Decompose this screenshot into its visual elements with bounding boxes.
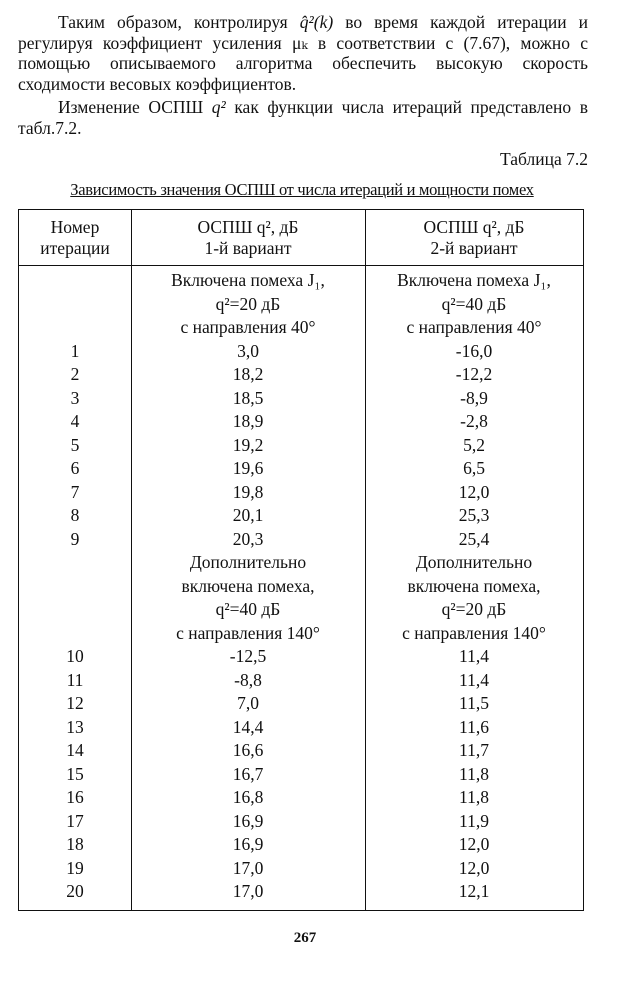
table-cell: 9 bbox=[70, 528, 80, 549]
table-cell: q²=20 дБ bbox=[441, 599, 507, 619]
table-cell: 11,5 bbox=[459, 693, 489, 713]
table-cell: -12,2 bbox=[455, 364, 493, 384]
table-cell: 12,0 bbox=[458, 834, 490, 854]
table-cell: с направления 40° bbox=[180, 317, 316, 337]
table-cell: 5,2 bbox=[463, 434, 485, 455]
table-cell: 11,4 bbox=[459, 669, 489, 690]
table-cell: Включена помеха J₁, bbox=[171, 270, 325, 290]
paragraph-2-after: как функции числа итераций представлено в табл.7.2. bbox=[18, 97, 588, 138]
table-cell bbox=[19, 269, 131, 293]
table-cell: 11,6 bbox=[459, 716, 489, 737]
results-table bbox=[18, 209, 584, 911]
table-cell: 19,6 bbox=[232, 458, 264, 478]
table-cell: 4 bbox=[70, 411, 80, 431]
table-cell: q²=40 дБ bbox=[441, 293, 507, 314]
paragraph-2-math: q² bbox=[211, 97, 226, 117]
table-cell: 15 bbox=[66, 763, 84, 784]
header-divider bbox=[19, 265, 583, 266]
table-cell: включена помеха, bbox=[181, 575, 315, 596]
table-cell: 1 bbox=[70, 340, 80, 361]
table-cell: 11,8 bbox=[459, 787, 489, 807]
paragraph-1 bbox=[18, 12, 588, 94]
table-cell: 5 bbox=[70, 434, 80, 455]
table-cell: 16,9 bbox=[232, 810, 264, 831]
table-cell: 20,1 bbox=[232, 505, 264, 525]
table-cell: 18,2 bbox=[232, 364, 264, 384]
table-cell: с направления 40° bbox=[406, 317, 542, 337]
table-cell: Дополнительно bbox=[189, 552, 307, 572]
table-cell: 11,9 bbox=[459, 810, 489, 831]
table-label: Таблица 7.2 bbox=[500, 149, 588, 169]
table-cell: с направления 140° bbox=[176, 622, 320, 643]
table-cell: 17,0 bbox=[232, 857, 264, 878]
paragraph-1-before: Таким образом, контролируя bbox=[58, 12, 300, 32]
page-number: 267 bbox=[293, 930, 317, 946]
table-cell: -16,0 bbox=[455, 340, 493, 361]
table-cell: 13 bbox=[66, 716, 84, 737]
table-cell: -8,8 bbox=[234, 669, 262, 690]
table-cell: 7 bbox=[70, 481, 80, 502]
header-variant-2 bbox=[365, 217, 583, 259]
table-cell: 16 bbox=[66, 787, 84, 807]
table-cell: 17 bbox=[66, 810, 84, 831]
table-cell: 16,8 bbox=[232, 787, 264, 807]
table-cell bbox=[19, 316, 131, 340]
table-cell: 11,8 bbox=[459, 763, 489, 784]
header-text: ОСПШ q², дБ bbox=[423, 217, 525, 237]
table-cell: 3 bbox=[70, 387, 80, 408]
paragraph-1-after: во время каждой итерации и регулируя коэффициент усиления μₖ в соответствии с (7.67), можно с помощью описываемого алгоритма обеспечить высокую скорость сходимости весовых коэффициентов. bbox=[18, 12, 588, 94]
table-cell bbox=[19, 551, 131, 575]
table-cell: 18,9 bbox=[232, 411, 264, 431]
table-cell bbox=[19, 293, 131, 317]
header-iteration bbox=[19, 217, 131, 259]
table-cell: 12,0 bbox=[458, 481, 490, 502]
table-cell: Дополнительно bbox=[415, 552, 533, 572]
table-cell: 16,9 bbox=[232, 834, 264, 854]
table-cell: q²=20 дБ bbox=[215, 293, 281, 314]
table-cell: 25,3 bbox=[458, 505, 490, 525]
table-cell: 19,2 bbox=[232, 434, 264, 455]
table-cell: 19,8 bbox=[232, 481, 264, 502]
table-cell: 17,0 bbox=[232, 881, 264, 901]
paragraph-1-math: q̂²(k) bbox=[299, 12, 334, 32]
table-cell: 19 bbox=[66, 857, 84, 878]
table-cell: 18,5 bbox=[232, 387, 264, 408]
table-cell: 16,6 bbox=[232, 740, 264, 760]
table-cell: 12,1 bbox=[458, 881, 490, 901]
paragraph-2 bbox=[18, 97, 588, 138]
table-title: Зависимость значения ОСПШ от числа итераций и мощности помех bbox=[70, 180, 534, 199]
table-cell: 14 bbox=[66, 740, 84, 760]
table-cell: 25,4 bbox=[458, 528, 490, 549]
table-cell bbox=[19, 622, 131, 646]
table-cell: 6 bbox=[70, 458, 80, 478]
table-cell: 8 bbox=[70, 505, 80, 525]
table-cell: 11 bbox=[66, 669, 84, 690]
variant-2-column bbox=[365, 269, 583, 904]
table-cell: 12 bbox=[66, 693, 84, 713]
table-cell: 12,0 bbox=[458, 857, 490, 878]
header-variant-1 bbox=[131, 217, 365, 259]
table-cell: 7,0 bbox=[237, 693, 259, 713]
table-cell: -8,9 bbox=[460, 387, 488, 408]
table-cell: 16,7 bbox=[232, 763, 264, 784]
table-cell: включена помеха, bbox=[407, 575, 541, 596]
paragraph-2-before: Изменение ОСПШ bbox=[58, 97, 212, 117]
table-cell: -2,8 bbox=[460, 411, 488, 431]
header-text: 1-й вариант bbox=[204, 238, 292, 258]
table-cell: с направления 140° bbox=[402, 622, 546, 643]
table-cell: 20,3 bbox=[232, 528, 264, 549]
table-cell: 10 bbox=[66, 646, 84, 666]
header-text: ОСПШ q², дБ bbox=[197, 217, 299, 237]
table-cell bbox=[19, 598, 131, 622]
table-cell: 20 bbox=[66, 881, 84, 901]
header-text: итерации bbox=[40, 238, 110, 258]
table-cell: 3,0 bbox=[237, 340, 259, 361]
table-cell: -12,5 bbox=[229, 646, 267, 666]
header-text: Номер bbox=[50, 217, 100, 237]
table-cell: 11,7 bbox=[459, 740, 489, 760]
table-cell: 14,4 bbox=[232, 716, 264, 737]
table-cell: 11,4 bbox=[459, 646, 489, 666]
table-cell: 6,5 bbox=[463, 458, 485, 478]
header-text: 2-й вариант bbox=[430, 238, 518, 258]
iteration-column bbox=[19, 269, 131, 904]
table-cell: Включена помеха J₁, bbox=[397, 270, 551, 290]
table-cell bbox=[19, 575, 131, 599]
variant-1-column bbox=[131, 269, 365, 904]
table-cell: 18 bbox=[66, 834, 84, 854]
table-cell: 2 bbox=[70, 364, 80, 384]
table-cell: q²=40 дБ bbox=[215, 599, 281, 619]
